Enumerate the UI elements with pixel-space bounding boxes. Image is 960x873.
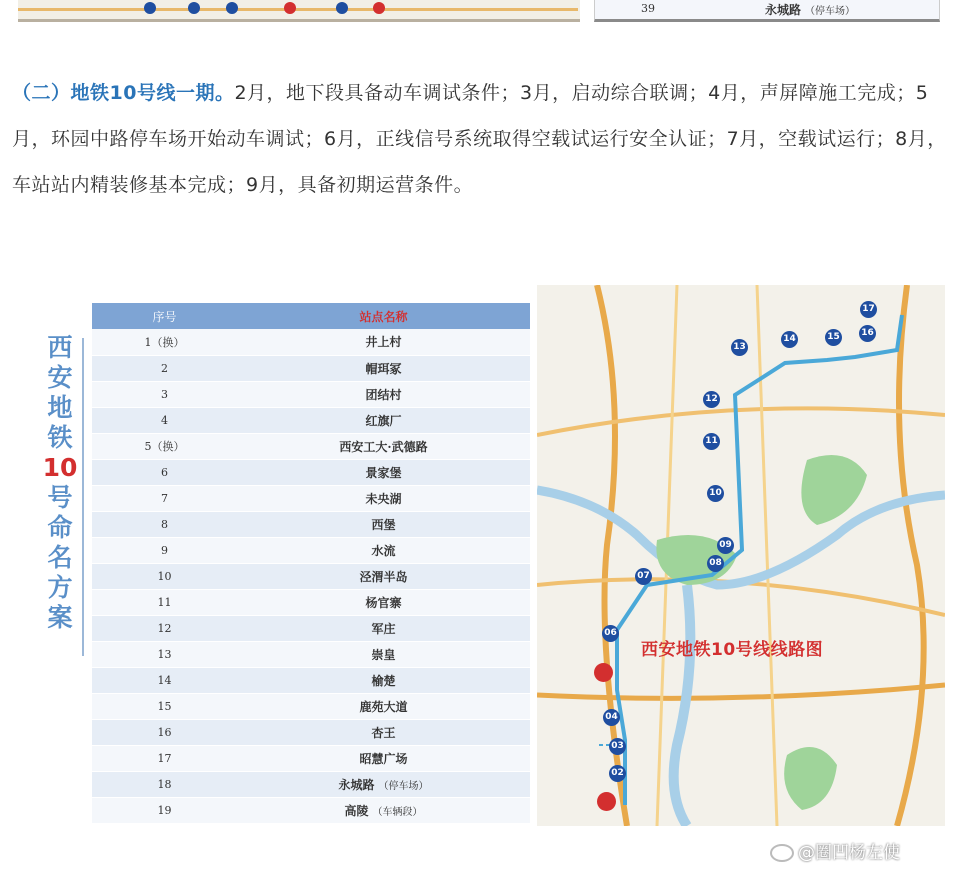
table-cell-name: 杨官寨: [237, 589, 530, 615]
table-cell-name: 西堡: [237, 511, 530, 537]
table-cell-no: 14: [92, 667, 237, 693]
table-cell-name: 帽珥冢: [237, 355, 530, 381]
table-cell-no: 6: [92, 459, 237, 485]
table-row: [92, 797, 530, 823]
station-marker: 06: [602, 625, 619, 642]
table-row: [92, 693, 530, 719]
route-map-graphic: [537, 285, 945, 826]
table-row: [92, 615, 530, 641]
table-cell-no: 8: [92, 511, 237, 537]
table-cell-name: 水流: [237, 537, 530, 563]
table-cell-name: 永城路 （停车场）: [237, 771, 530, 797]
table-cell-no: 19: [92, 797, 237, 823]
station-marker: 11: [703, 433, 720, 450]
table-cell-no: 15: [92, 693, 237, 719]
table-row: [92, 459, 530, 485]
line10-naming-figure: [12, 283, 948, 828]
table-cell-name: 杏王: [237, 719, 530, 745]
table-row: [92, 381, 530, 407]
transfer-station-marker: [594, 663, 613, 682]
table-row: [92, 485, 530, 511]
table-cell-name: 泾渭半岛: [237, 563, 530, 589]
table-cell-no: 1（换）: [92, 329, 237, 355]
table-row: [92, 355, 530, 381]
map-title: 西安地铁10号线线路图: [641, 640, 824, 660]
table-row: [92, 433, 530, 459]
table-cell-name: 团结村: [237, 381, 530, 407]
table-cell-no: 9: [92, 537, 237, 563]
table-cell-no: 7: [92, 485, 237, 511]
station-marker: 02: [609, 765, 626, 782]
table-header-row: [92, 303, 530, 329]
table-row: [92, 563, 530, 589]
station-marker: 12: [703, 391, 720, 408]
table-cell-no: 17: [92, 745, 237, 771]
table-row: [92, 407, 530, 433]
vertical-divider: [82, 338, 84, 656]
paragraph-body: 2月，地下段具备动车调试条件；3月，启动综合联调；4月，声屏障施工完成；5月，环园中路停车场开始动车调试；6月，正线信号系统取得空载试运行安全认证；7月，空载试运行；8月，车站站内精装修基本完成；9月，具备初期运营条件。: [12, 82, 947, 196]
table-cell-no: 2: [92, 355, 237, 381]
table-cell-name: 永城路 （停车场）: [765, 3, 856, 17]
table-row: [92, 771, 530, 797]
table-row: [92, 745, 530, 771]
transfer-station-marker: [597, 792, 616, 811]
station-marker: 15: [825, 329, 842, 346]
article-paragraph: [12, 70, 947, 208]
station-marker: 04: [603, 709, 620, 726]
table-cell-name: 未央湖: [237, 485, 530, 511]
weibo-watermark: @圈凹杨左使: [770, 838, 900, 863]
column-header-no: 序号: [92, 303, 237, 329]
station-marker: 08: [707, 555, 724, 572]
station-marker: 14: [781, 331, 798, 348]
previous-figure-strip: [0, 0, 960, 34]
next-paragraph-crop: [64, 866, 894, 873]
station-marker: 07: [635, 568, 652, 585]
table-row: [92, 329, 530, 355]
table-cell-no: 4: [92, 407, 237, 433]
station-marker: 17: [860, 301, 877, 318]
table-cell-name: 红旗厂: [237, 407, 530, 433]
table-row: [92, 641, 530, 667]
previous-table-crop: [594, 0, 940, 22]
previous-map-crop: [18, 0, 580, 22]
table-cell-name: 军庄: [237, 615, 530, 641]
table-cell-name: 崇皇: [237, 641, 530, 667]
table-row: [92, 667, 530, 693]
table-cell-no: 39: [641, 2, 655, 15]
station-marker: 09: [717, 537, 734, 554]
weibo-icon: [770, 844, 794, 862]
column-header-name: 站点名称: [237, 303, 530, 329]
table-cell-name: 西安工大·武德路: [237, 433, 530, 459]
paragraph-heading: （二）地铁10号线一期。: [12, 82, 235, 104]
table-row: [92, 719, 530, 745]
table-cell-name: 昭慧广场: [237, 745, 530, 771]
table-cell-no: 5（换）: [92, 433, 237, 459]
table-cell-name: 榆楚: [237, 667, 530, 693]
table-cell-no: 10: [92, 563, 237, 589]
table-cell-no: 18: [92, 771, 237, 797]
table-cell-no: 16: [92, 719, 237, 745]
vertical-title: 西安地铁 10 号命名方案: [42, 333, 78, 632]
table-cell-no: 13: [92, 641, 237, 667]
station-marker: 13: [731, 339, 748, 356]
table-cell-name: 鹿苑大道: [237, 693, 530, 719]
station-marker: 03: [609, 738, 626, 755]
table-cell-no: 11: [92, 589, 237, 615]
table-row: [92, 511, 530, 537]
table-cell-no: 3: [92, 381, 237, 407]
table-cell-name: 井上村: [237, 329, 530, 355]
route-map: [537, 285, 945, 826]
table-row: [92, 589, 530, 615]
table-cell-name: 高陵 （车辆段）: [237, 797, 530, 823]
table-cell-name: 景家堡: [237, 459, 530, 485]
station-marker: 10: [707, 485, 724, 502]
station-marker: 16: [859, 325, 876, 342]
table-row: [92, 537, 530, 563]
station-table: [92, 303, 530, 824]
table-cell-no: 12: [92, 615, 237, 641]
